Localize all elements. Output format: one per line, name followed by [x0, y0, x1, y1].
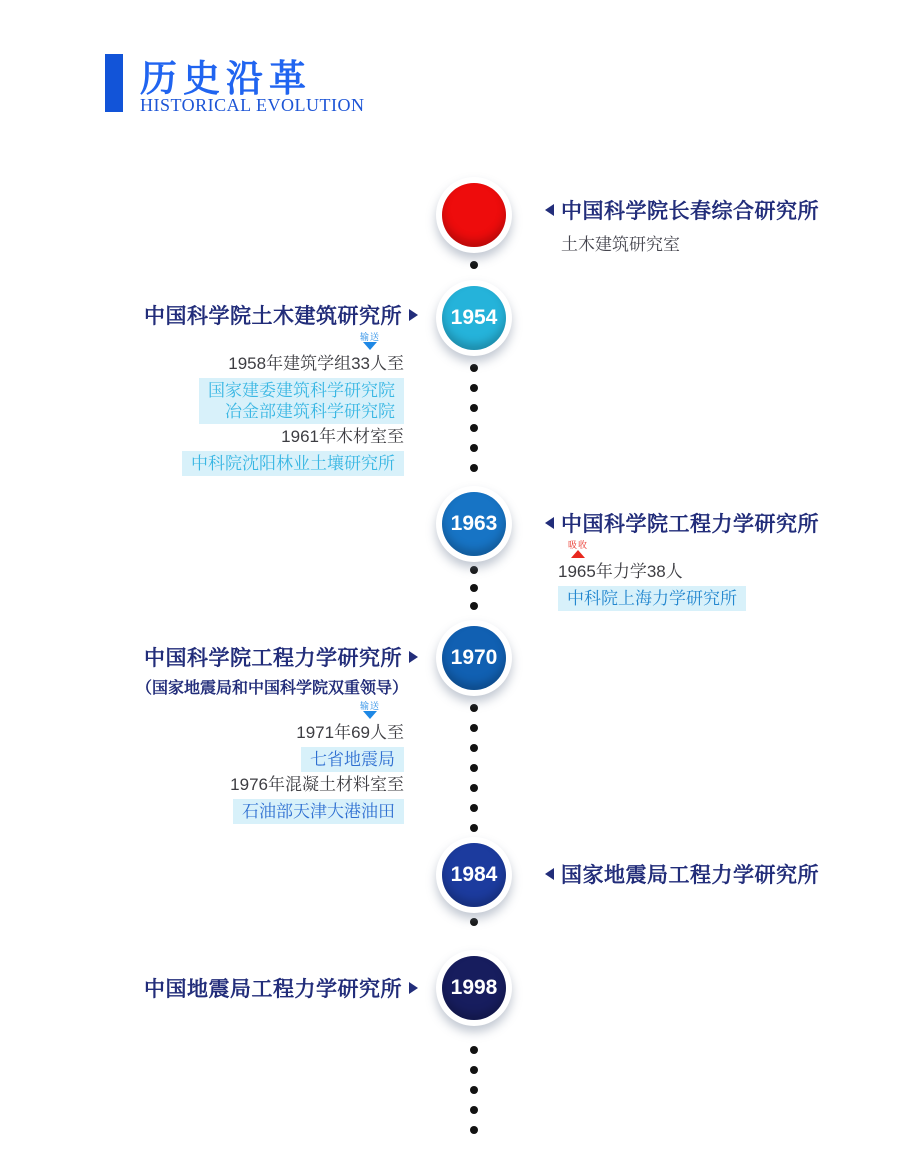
destination-name: 七省地震局 — [310, 750, 395, 769]
entry-subtitle: （国家地震局和中国科学院双重领导） — [135, 680, 408, 697]
arrow-down-icon — [363, 342, 377, 350]
timeline-dot — [470, 804, 478, 812]
arrow-right-icon — [409, 651, 418, 663]
event-text: 1976年混凝土材料室至 — [230, 775, 404, 794]
destination-name: 国家建委建筑科学研究院 — [208, 381, 395, 400]
arrow-right-icon — [409, 982, 418, 994]
absorb-label: 吸收 — [568, 540, 589, 550]
entry-title: 中国科学院工程力学研究所 — [144, 647, 402, 670]
timeline-dot — [470, 444, 478, 452]
header-accent-bar — [105, 54, 123, 112]
timeline-dot — [470, 384, 478, 392]
source-name: 中科院上海力学研究所 — [567, 589, 737, 608]
node-year-label: 1998 — [442, 956, 506, 1020]
arrow-right-icon — [409, 309, 418, 321]
timeline-node-1954 — [436, 280, 512, 356]
timeline-dot — [470, 764, 478, 772]
timeline-dot — [470, 404, 478, 412]
timeline-node-1998 — [436, 950, 512, 1026]
source-highlight — [558, 586, 746, 611]
transfer-marker — [360, 332, 380, 350]
timeline-entry-1984 — [545, 860, 819, 888]
entry-title: 中国科学院土木建筑研究所 — [144, 305, 402, 328]
arrow-left-icon — [545, 517, 554, 529]
timeline-dot — [470, 464, 478, 472]
timeline-entry-1998 — [144, 974, 418, 1002]
timeline-entry-1970 — [136, 643, 418, 824]
timeline-dot — [470, 918, 478, 926]
arrow-down-icon — [363, 711, 377, 719]
page-subtitle: HISTORICAL EVOLUTION — [140, 95, 365, 115]
node-year-label: 1984 — [442, 843, 506, 907]
timeline-node-1963 — [436, 486, 512, 562]
timeline-entry-1954 — [144, 301, 418, 476]
node-year-label: 1970 — [442, 626, 506, 690]
timeline-dot — [470, 261, 478, 269]
timeline-dot — [470, 1106, 478, 1114]
timeline-dot — [470, 1126, 478, 1134]
entry-title: 中国地震局工程力学研究所 — [144, 978, 402, 1001]
destination-name: 石油部天津大港油田 — [242, 802, 395, 821]
transfer-label: 输送 — [359, 332, 380, 342]
transfer-label: 输送 — [359, 701, 380, 711]
entry-title: 国家地震局工程力学研究所 — [561, 864, 819, 887]
arrow-left-icon — [545, 868, 554, 880]
timeline-dot — [470, 704, 478, 712]
destination-highlight — [199, 378, 404, 424]
event-text: 1971年69人至 — [296, 723, 404, 742]
node-year-label: 1963 — [442, 492, 506, 556]
timeline-dot — [470, 1066, 478, 1074]
timeline-dot — [470, 364, 478, 372]
timeline-dot — [470, 824, 478, 832]
timeline-dot — [470, 584, 478, 592]
timeline-dot — [470, 1086, 478, 1094]
destination-name: 中科院沈阳林业土壤研究所 — [191, 454, 395, 473]
timeline-node-1984 — [436, 837, 512, 913]
timeline-dot — [470, 784, 478, 792]
event-text: 1958年建筑学组33人至 — [228, 354, 404, 373]
arrow-up-icon — [571, 550, 585, 558]
timeline-dot — [470, 424, 478, 432]
timeline-entry-start — [545, 196, 819, 255]
timeline-dot — [470, 744, 478, 752]
event-text: 1961年木材室至 — [281, 427, 404, 446]
entry-title: 中国科学院工程力学研究所 — [561, 513, 819, 536]
destination-highlight — [233, 799, 404, 824]
timeline-dot — [470, 566, 478, 574]
entry-subtitle: 土木建筑研究室 — [561, 235, 680, 254]
timeline-entry-1963 — [545, 509, 819, 611]
timeline-dot — [470, 724, 478, 732]
destination-highlight — [182, 451, 404, 476]
destination-name: 冶金部建筑科学研究院 — [225, 402, 395, 421]
node-year-label: 1954 — [442, 286, 506, 350]
page-title: 历史沿革 — [140, 58, 312, 99]
timeline-node-start — [436, 177, 512, 253]
node-circle — [442, 183, 506, 247]
absorb-marker — [568, 540, 588, 558]
entry-title: 中国科学院长春综合研究所 — [561, 200, 819, 223]
timeline-node-1970 — [436, 620, 512, 696]
destination-highlight — [301, 747, 404, 772]
event-text: 1965年力学38人 — [558, 562, 683, 581]
transfer-marker — [360, 701, 380, 719]
timeline-dot — [470, 1046, 478, 1054]
arrow-left-icon — [545, 204, 554, 216]
timeline-dot — [470, 602, 478, 610]
